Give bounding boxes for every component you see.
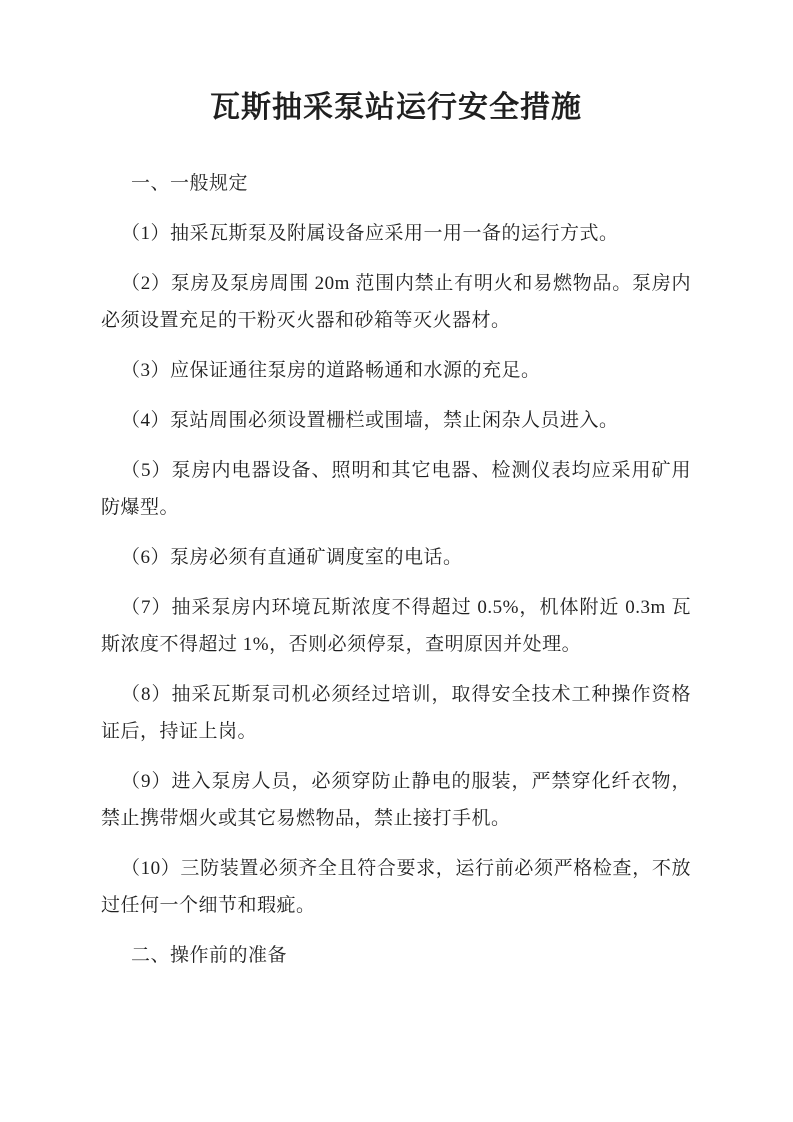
document-paragraph: （5）泵房内电器设备、照明和其它电器、检测仪表均应采用矿用防爆型。 <box>101 460 691 518</box>
section-general-rules <box>101 165 691 924</box>
document-paragraph: （7）抽采泵房内环境瓦斯浓度不得超过 0.5%，机体附近 0.3m 瓦斯浓度不得超过 1%，否则必须停泵，查明原因并处理。 <box>101 597 691 655</box>
document-paragraph: （6）泵房必须有直通矿调度室的电话。 <box>121 547 463 568</box>
document-paragraph: （9）进入泵房人员，必须穿防止静电的服装，严禁穿化纤衣物，禁止携带烟火或其它易燃物品，禁止接打手机。 <box>101 771 691 829</box>
document-paragraph: （3）应保证通往泵房的道路畅通和水源的充足。 <box>121 360 541 381</box>
document-title: 瓦斯抽采泵站运行安全措施 <box>210 91 582 124</box>
section-pre-operation-preparation <box>101 937 691 974</box>
document-paragraph: （1）抽采瓦斯泵及附属设备应采用一用一备的运行方式。 <box>121 223 619 244</box>
section-heading: 二、操作前的准备 <box>131 945 288 966</box>
document-paragraph: （8）抽采瓦斯泵司机必须经过培训，取得安全技术工种操作资格证后，持证上岗。 <box>101 684 691 742</box>
document-paragraph: （4）泵站周围必须设置栅栏或围墙，禁止闲杂人员进入。 <box>121 410 619 431</box>
section-heading: 一、一般规定 <box>131 173 249 194</box>
document-paragraph: （2）泵房及泵房周围 20m 范围内禁止有明火和易燃物品。泵房内必须设置充足的干粉灭火器和砂箱等灭火器材。 <box>101 273 691 331</box>
document-paragraph: （10）三防装置必须齐全且符合要求，运行前必须严格检查，不放过任何一个细节和瑕疵。 <box>101 858 691 916</box>
